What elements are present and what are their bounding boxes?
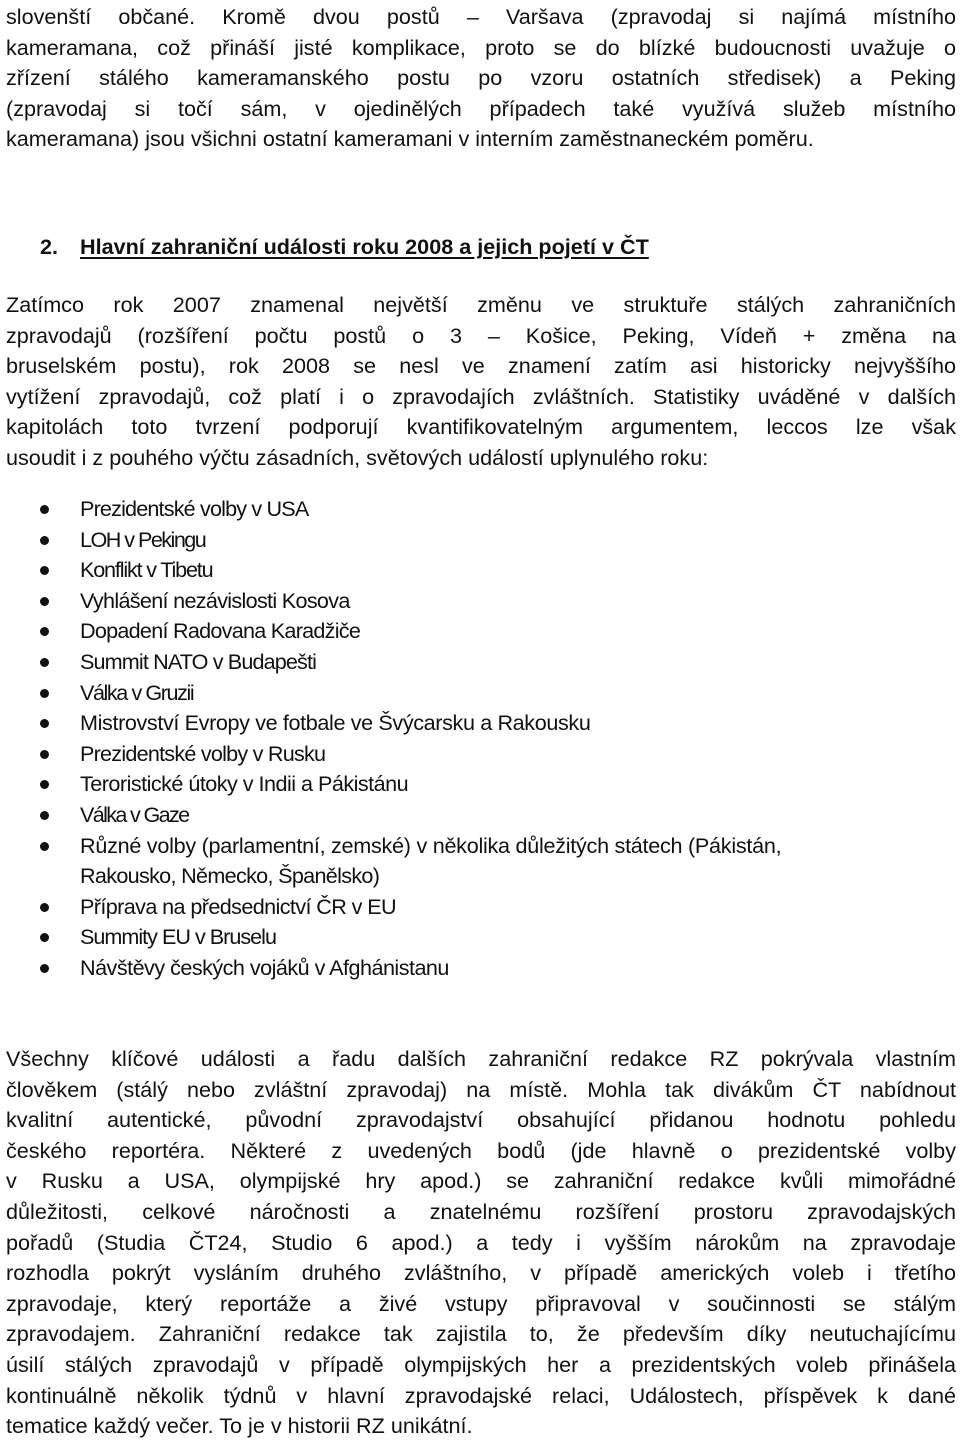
text-line: zpravodajů (rozšíření počtu postů o 3 – Košice, Peking, Vídeň + změna na <box>6 322 956 348</box>
list-item <box>0 831 960 892</box>
section-number: 2. <box>40 234 59 259</box>
bullet-icon <box>40 597 49 606</box>
text-line: zpravodaje, který reportáže a živé vstupy připravoval v součinnosti se stálým <box>6 1290 956 1316</box>
text-line: bruselském postu), rok 2008 se nesl ve znamení zatím asi historicky nejvyššího <box>6 353 956 379</box>
text-line: člověkem (stálý nebo zvláštní zpravodaj) na místě. Mohla tak divákům ČT nabídnout <box>6 1076 956 1102</box>
list-item <box>0 892 960 923</box>
list-item <box>0 647 960 678</box>
section-heading <box>40 232 649 262</box>
text-line: v Rusku a USA, olympijské hry apod.) se zahraniční redakce kvůli mimořádné <box>6 1168 956 1194</box>
list-item <box>0 953 960 984</box>
text-line: pořadů (Studia ČT24, Studio 6 apod.) a tedy i vyšším nárokům na zpravodaje <box>6 1229 956 1255</box>
bullet-icon <box>40 719 49 728</box>
text-line: kontinuálně několik týdnů v hlavní zpravodajské relaci, Událostech, příspěvek k dané <box>6 1382 956 1408</box>
bullet-icon <box>40 536 49 545</box>
text-line: tematice každý večer. To je v historii RZ unikátní. <box>6 1413 473 1439</box>
list-item <box>0 586 960 617</box>
bullet-icon <box>40 933 49 942</box>
bullet-icon <box>40 505 49 514</box>
list-item-text: Konflikt v Tibetu <box>80 557 213 583</box>
text-line: Zatímco rok 2007 znamenal největší změnu ve struktuře stálých zahraničních <box>6 292 956 317</box>
text-line: důležitosti, celkové náročnosti a znatelnému rozšíření prostoru zpravodajských <box>6 1198 956 1224</box>
text-line: kameramana) jsou všichni ostatní kameramani v interním zaměstnaneckém poměru. <box>6 126 814 152</box>
list-item <box>0 616 960 647</box>
bullet-icon <box>40 627 49 636</box>
list-item-text: Teroristické útoky v Indii a Pákistánu <box>80 771 409 797</box>
list-item-text: Příprava na předsednictví ČR v EU <box>80 893 397 919</box>
section-title: Hlavní zahraniční události roku 2008 a jejich pojetí v ČT <box>80 234 649 259</box>
list-item <box>0 555 960 586</box>
list-item-text: Rakousko, Německo, Španělsko) <box>80 863 380 889</box>
body-paragraph-2 <box>6 1044 956 1442</box>
list-item-text: Vyhlášení nezávislosti Kosova <box>80 587 350 613</box>
text-line: (zpravodaj si točí sám, v ojedinělých případech také využívá služeb místního <box>6 95 956 121</box>
bullet-icon <box>40 689 49 698</box>
list-item-text: Dopadení Radovana Karadžiče <box>80 618 361 644</box>
text-line: Všechny klíčové události a řadu dalších zahraniční redakce RZ pokrývala vlastním <box>6 1046 956 1071</box>
list-item-text: Mistrovství Evropy ve fotbale ve Švýcarsku a Rakousku <box>80 710 591 736</box>
list-item-text: LOH v Pekingu <box>80 526 206 552</box>
text-line: kameramana, což přináší jisté komplikace, proto se do blízké budoucnosti uvažuje o <box>6 34 956 60</box>
text-line: úsilí stálých zpravodajů v případě olympijských her a prezidentských voleb přinášela <box>6 1351 956 1377</box>
list-item-text: Summit NATO v Budapešti <box>80 648 317 674</box>
list-item <box>0 708 960 739</box>
list-item <box>0 922 960 953</box>
text-line: kvalitní autentické, původní zpravodajství obsahující přidanou hodnotu pohledu <box>6 1107 956 1133</box>
list-item-text: Prezidentské volby v USA <box>80 496 309 521</box>
text-line: vytížení zpravodajů, což platí i o zpravodajích zvláštních. Statistiky uváděné v dalších <box>6 383 956 409</box>
text-line: českého reportéra. Některé z uvedených bodů (jde hlavně o prezidentské volby <box>6 1137 956 1163</box>
body-paragraph-1 <box>6 290 956 474</box>
text-line: rozhodla pokrýt vysláním druhého zvláštního, v případě amerických voleb i třetího <box>6 1260 956 1286</box>
list-item <box>0 800 960 831</box>
text-line: kapitolách toto tvrzení podporují kvantifikovatelným argumentem, leccos lze však <box>6 414 956 440</box>
bullet-icon <box>40 658 49 667</box>
text-line: usoudit i z pouhého výčtu zásadních, světových událostí uplynulého roku: <box>6 444 709 470</box>
text-line: zpravodajem. Zahraniční redakce tak zajistila to, že především díky neutuchajícímu <box>6 1321 956 1347</box>
bullet-icon <box>40 964 49 973</box>
events-list <box>0 494 960 984</box>
bullet-icon <box>40 842 49 851</box>
bullet-icon <box>40 811 49 820</box>
list-item-text: Summity EU v Bruselu <box>80 924 276 950</box>
list-item-text: Různé volby (parlamentní, zemské) v několika důležitých státech (Pákistán, <box>80 832 782 858</box>
list-item <box>0 739 960 770</box>
text-line: slovenští občané. Kromě dvou postů – Varšava (zpravodaj si najímá místního <box>6 4 956 29</box>
list-item <box>0 494 960 525</box>
bullet-icon <box>40 903 49 912</box>
list-item-text: Návštěvy českých vojáků v Afghánistanu <box>80 954 449 980</box>
intro-paragraph <box>6 2 956 155</box>
list-item-text: Prezidentské volby v Rusku <box>80 740 326 766</box>
bullet-icon <box>40 780 49 789</box>
list-item-text: Válka v Gaze <box>80 801 189 827</box>
list-item <box>0 678 960 709</box>
list-item <box>0 769 960 800</box>
bullet-icon <box>40 750 49 759</box>
bullet-icon <box>40 566 49 575</box>
list-item-text: Válka v Gruzii <box>80 679 194 705</box>
text-line: zřízení stálého kameramanského postu po vzoru ostatních středisek) a Peking <box>6 65 956 91</box>
list-item <box>0 525 960 556</box>
